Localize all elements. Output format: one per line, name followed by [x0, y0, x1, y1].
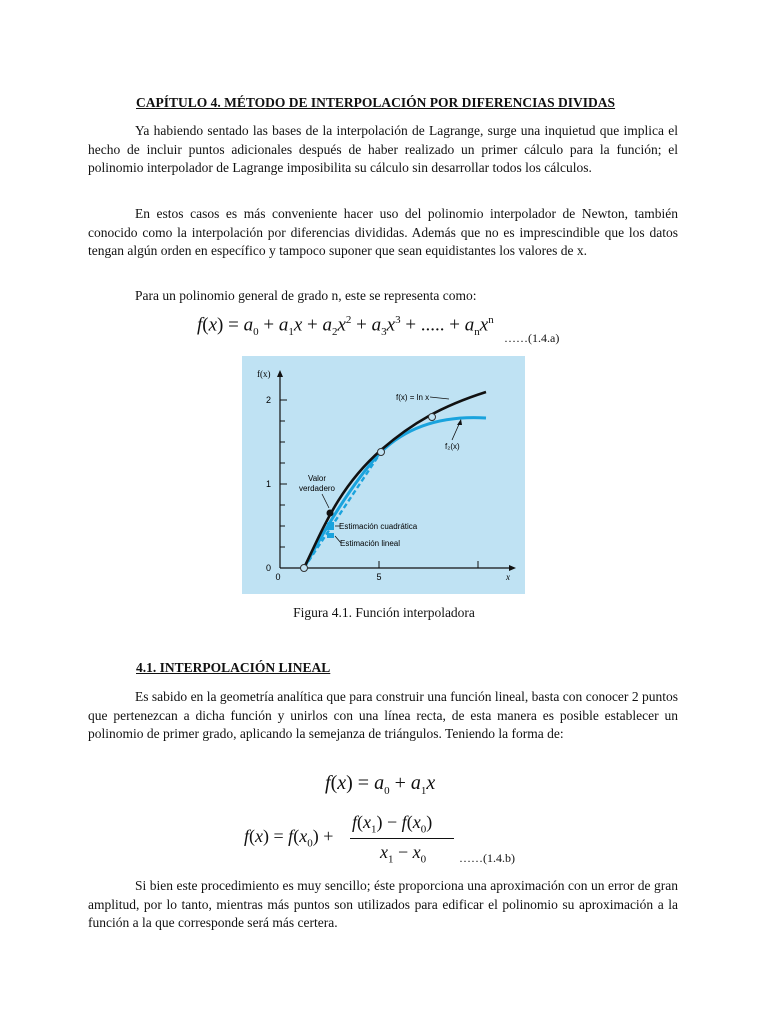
y-tick-label-0: 0 [265, 563, 271, 573]
f2-label: f₂(x) [445, 442, 460, 451]
equation-numerator: $f(x_1) - f(x_0)$ [352, 812, 433, 836]
ln-x-pointer [430, 397, 449, 399]
quadratic-estimate-marker [327, 522, 334, 530]
paragraph-4 [88, 688, 678, 744]
equation-linear-interpolation-lhs: $f(x) = f(x_0)$ + [244, 826, 334, 850]
linear-estimate-label: Estimación lineal [340, 539, 401, 548]
paragraph-5 [88, 877, 678, 933]
paragraph-5-text: Si bien este procedimiento es muy sencillo; éste proporciona una aproximación con un error de gran amplitud, por lo tanto, mientras más puntos son utilizados para edificar el polinomio su aproximación a la función a la que corresponde será más certera. [88, 878, 678, 931]
true-value-point [327, 510, 334, 517]
linear-estimate-marker [327, 533, 334, 538]
figure-caption: Figura 4.1. Función interpoladora [293, 605, 475, 620]
x-tick-label-5: 5 [376, 572, 382, 582]
x-axis-label: x [506, 572, 510, 582]
paragraph-2 [88, 205, 678, 261]
true-value-label-1: Valor [307, 474, 327, 483]
y-tick-label-2: 2 [265, 395, 271, 405]
section-title: 4.1. INTERPOLACIÓN LINEAL [136, 660, 331, 675]
equation-number-1: ……(1.4.a) [504, 331, 560, 345]
paragraph-3-text: Para un polinomio general de grado n, este se representa como: [135, 288, 477, 303]
true-value-pointer [322, 494, 329, 508]
paragraph-2-text: En estos casos es más conveniente hacer uso del polinomio interpolador de Newton, también conocido como la interpolación por diferencias divididas. Además que no es imprescindible que los datos tengan algún orden en específico y tampoco suponer que sean equidistantes los valores de x. [88, 206, 678, 259]
quadratic-estimate-label: Estimación cuadrática [339, 522, 418, 531]
y-axis-arrow [277, 370, 283, 377]
data-point-x1 [378, 449, 385, 456]
f2-pointer-arrow [457, 419, 462, 425]
true-value-label-2: verdadero [298, 484, 336, 493]
data-point-x2 [429, 414, 436, 421]
y-tick-label-1: 1 [265, 479, 271, 489]
equation-denominator: $x_1 - x_0$ [380, 842, 427, 866]
equation-polynomial: $f(x) = a_0 + a_1x + a_2x^2 + a_3x^3$ + ..... + $a_nx^n$ [197, 314, 494, 339]
paragraph-4-text: Es sabido en la geometría analítica que para construir una función lineal, basta con conocer 2 puntos que pertenezcan a dicha función y unirlos con una línea recta, de esta manera es posible establecer un polinomio de primer grado, aplicando la semejanza de triángulos. Teniendo la forma de: [88, 689, 678, 742]
x-axis-arrow [509, 565, 516, 571]
data-point-x0 [301, 565, 308, 572]
x-tick-label-0: 0 [275, 572, 281, 582]
ln-x-label: f(x) = ln x [396, 393, 430, 402]
y-axis-label: f(x) [257, 369, 271, 379]
paragraph-1 [88, 122, 678, 178]
paragraph-3 [88, 287, 678, 306]
fraction-bar [350, 838, 454, 839]
equation-number-2: ……(1.4.b) [459, 851, 515, 865]
chapter-title: CAPÍTULO 4. MÉTODO DE INTERPOLACIÓN POR DIFERENCIAS DIVIDAS [136, 95, 616, 110]
paragraph-1-text: Ya habiendo sentado las bases de la interpolación de Lagrange, surge una inquietud que implica el hecho de incluir puntos adicionales después de haber realizado un primer cálculo para la función; el polinomio interpolador de Lagrange imposibilita su cálculo sin desarrollar todos los cálculos. [88, 123, 678, 176]
interpolation-plot [242, 356, 525, 594]
linear-estimate-line [304, 452, 381, 568]
interpolation-figure [242, 356, 525, 594]
equation-linear-form: $f(x) = a_0 + a_1x$ [325, 772, 436, 797]
